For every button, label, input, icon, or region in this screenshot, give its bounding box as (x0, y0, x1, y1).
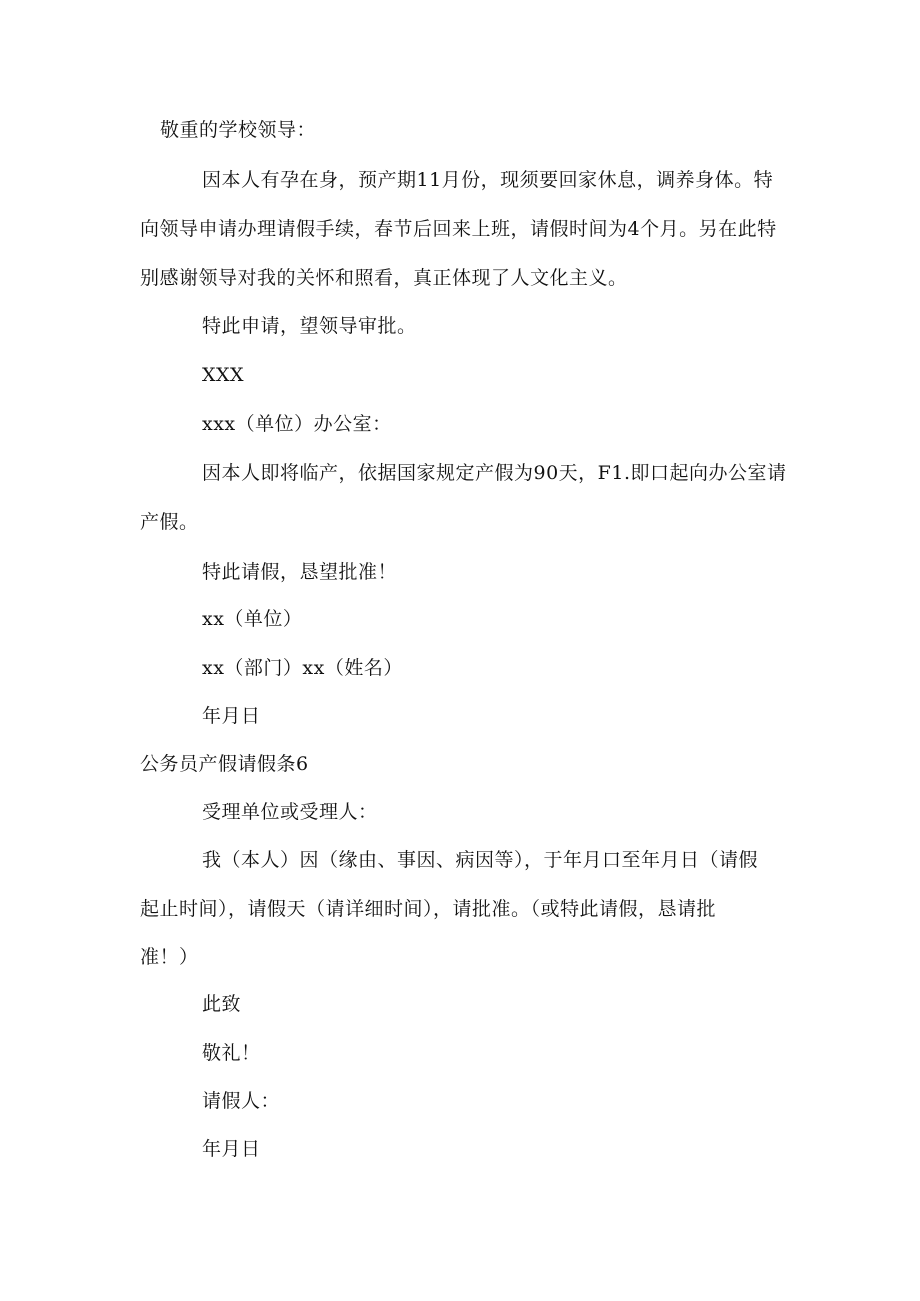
letter3-applicant: 请假人： (202, 1090, 281, 1112)
letter2-unit: xx（单位） (202, 608, 303, 630)
letter2-salutation: xxx（单位）办公室： (202, 413, 392, 435)
letter1-signature: XXX (202, 364, 245, 386)
letter1-body-line2: 向领导申请办理请假手续，春节后回来上班，请假时间为4个月。另在此特 (140, 218, 777, 240)
letter3-regards1: 此致 (202, 993, 242, 1015)
letter3-regards2: 敬礼！ (202, 1042, 261, 1064)
letter3-body-line2: 起止时间），请假天（请详细时间），请批准。（或特此请假，恳请批 (140, 898, 717, 920)
letter3-salutation: 受理单位或受理人： (202, 801, 378, 823)
letter2-body-line1: 因本人即将临产，依据国家规定产假为90天，F1.即口起向办公室请 (202, 462, 787, 484)
letter1-salutation: 敬重的学校领导： (160, 119, 317, 141)
letter2-dept-name: xx（部门）xx（姓名） (202, 657, 403, 679)
section-title: 公务员产假请假条6 (140, 753, 309, 775)
letter2-date: 年月日 (202, 705, 261, 727)
letter1-body-line3: 别感谢领导对我的关怀和照看，真正体现了人文化主义。 (140, 267, 628, 289)
letter2-body-line2: 产假。 (140, 511, 199, 533)
letter3-body-line3: 准！） (140, 946, 199, 968)
letter1-body-line1: 因本人有孕在身，预产期11月份，现须要回家休息，调养身体。特 (202, 169, 774, 191)
letter3-body-line1: 我（本人）因（缘由、事因、病因等），于年月口至年月日（请假 (202, 849, 759, 871)
letter3-date: 年月日 (202, 1138, 261, 1160)
letter2-closing: 特此请假，恳望批准！ (202, 561, 398, 583)
letter1-closing: 特此申请，望领导审批。 (202, 315, 417, 337)
